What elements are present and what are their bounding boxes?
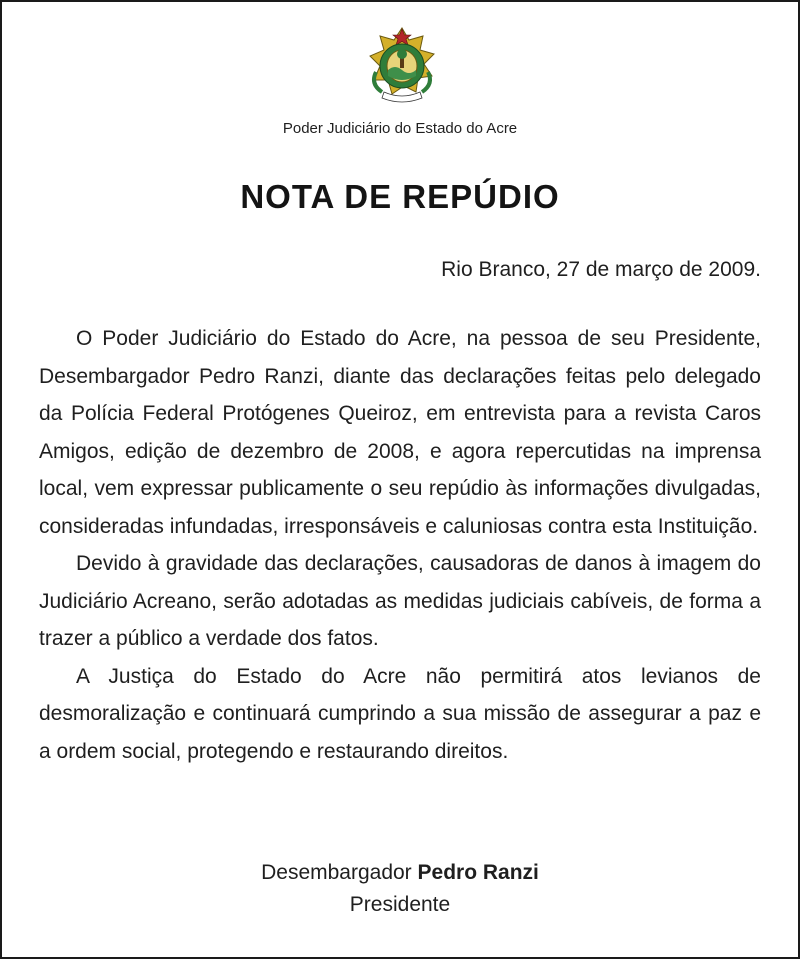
- signature-name-line: [2, 857, 798, 889]
- signature-role: Presidente: [349, 893, 451, 916]
- paragraph: O Poder Judiciário do Estado do Acre, na pessoa de seu Presidente, Desembargador Pedro Ranzi, diante das declarações feitas pelo delegado da Polícia Federal Protógenes Queiroz, em entrevista para a revista Caros Amigos, edição de dezembro de 2008, e agora repercutidas na imprensa local, vem expressar publicamente o seu repúdio às informações divulgadas, consideradas infundadas, irresponsáveis e caluniosas contra esta Instituição.: [39, 327, 761, 538]
- signature-block: [2, 857, 798, 921]
- document-body: [39, 320, 761, 770]
- paragraph: A Justiça do Estado do Acre não permitirá atos levianos de desmoralização e continuará cumprindo a sua missão de assegurar a paz e a ordem social, protegendo e restaurando direitos.: [39, 664, 761, 763]
- signature-name: Pedro Ranzi: [417, 861, 539, 884]
- paragraph: Devido à gravidade das declarações, causadoras de danos à imagem do Judiciário Acreano, serão adotadas as medidas judiciais cabíveis, de forma a trazer a público a verdade dos fatos.: [39, 552, 761, 650]
- document-title: NOTA DE REPÚDIO: [240, 178, 560, 215]
- acre-coat-of-arms-icon: [360, 26, 444, 108]
- date-line: Rio Branco, 27 de março de 2009.: [441, 258, 761, 281]
- signature-title-prefix: Desembargador: [261, 861, 412, 884]
- institution-name: Poder Judiciário do Estado do Acre: [282, 120, 518, 137]
